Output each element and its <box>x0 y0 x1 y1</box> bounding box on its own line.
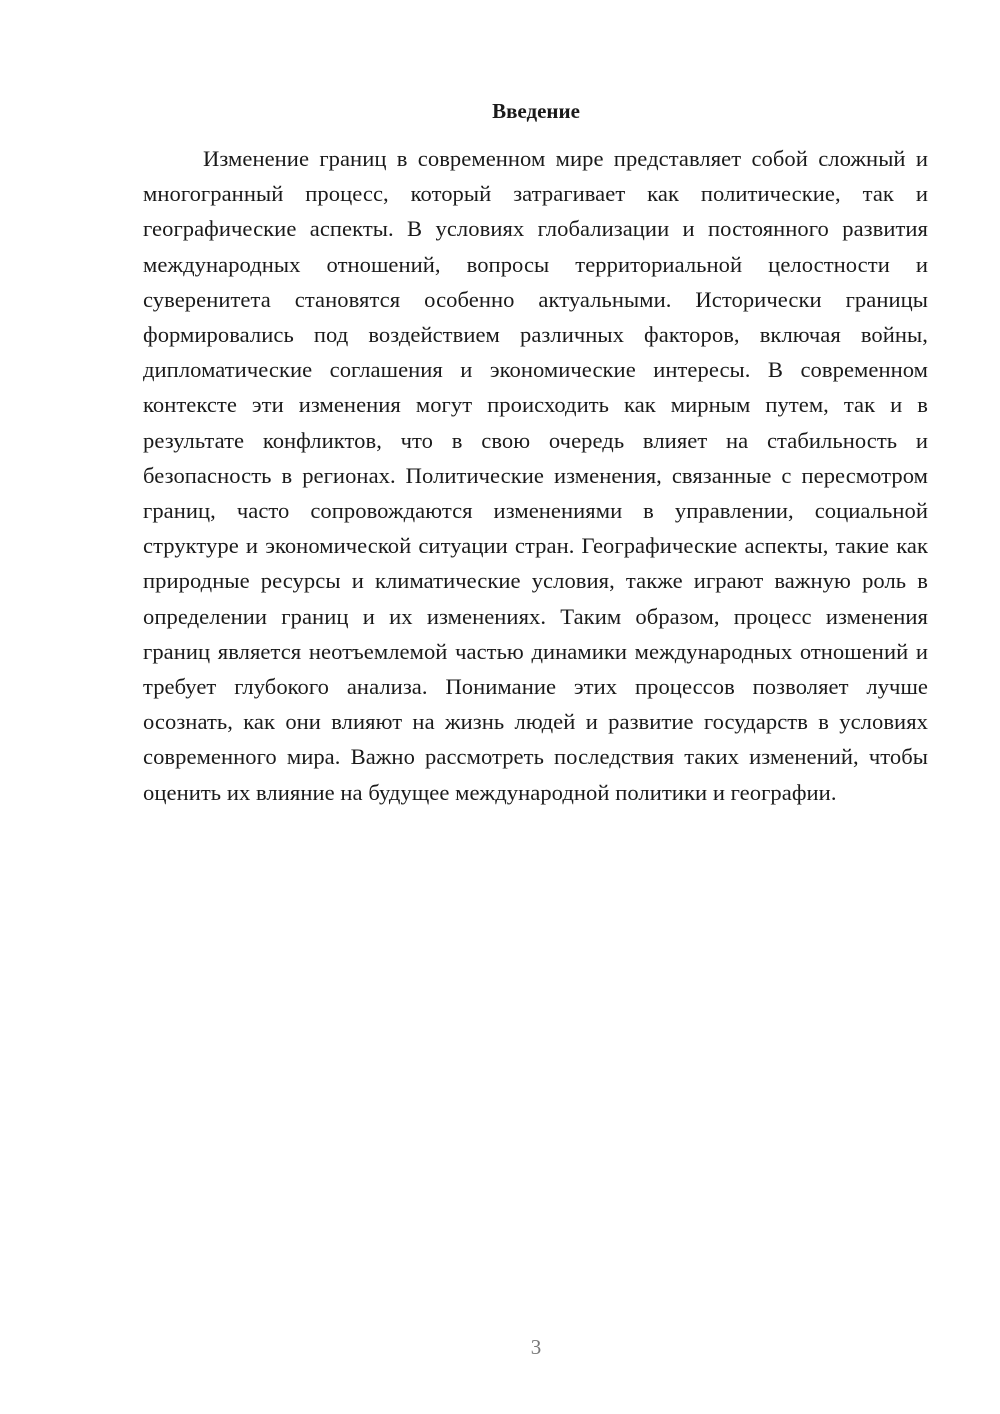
body-paragraph: Изменение границ в современном мире представляет собой сложный и многогранный процесс, который затрагивает как политические, так и географические аспекты. В условиях глобализации и постоянного развития международных отношений, вопросы территориальной целостности и суверенитета становятся особенно актуальными. Исторически границы формировались под воздействием различных факторов, включая войны, дипломатические соглашения и экономические интересы. В современном контексте эти изменения могут происходить как мирным путем, так и в результате конфликтов, что в свою очередь влияет на стабильность и безопасность в регионах. Политические изменения, связанные с пересмотром границ, часто сопровождаются изменениями в управлении, социальной структуре и экономической ситуации стран. Географические аспекты, такие как природные ресурсы и климатические условия, также играют важную роль в определении границ и их изменениях. Таким образом, процесс изменения границ является неотъемлемой частью динамики международных отношений и требует глубокого анализа. Понимание этих процессов позволяет лучше осознать, как они влияют на жизнь людей и развитие государств в условиях современного мира. Важно рассмотреть последствия таких изменений, чтобы оценить их влияние на будущее международной политики и географии. <box>143 146 928 805</box>
section-heading: Введение <box>492 99 580 123</box>
page-number: 3 <box>530 1335 542 1359</box>
